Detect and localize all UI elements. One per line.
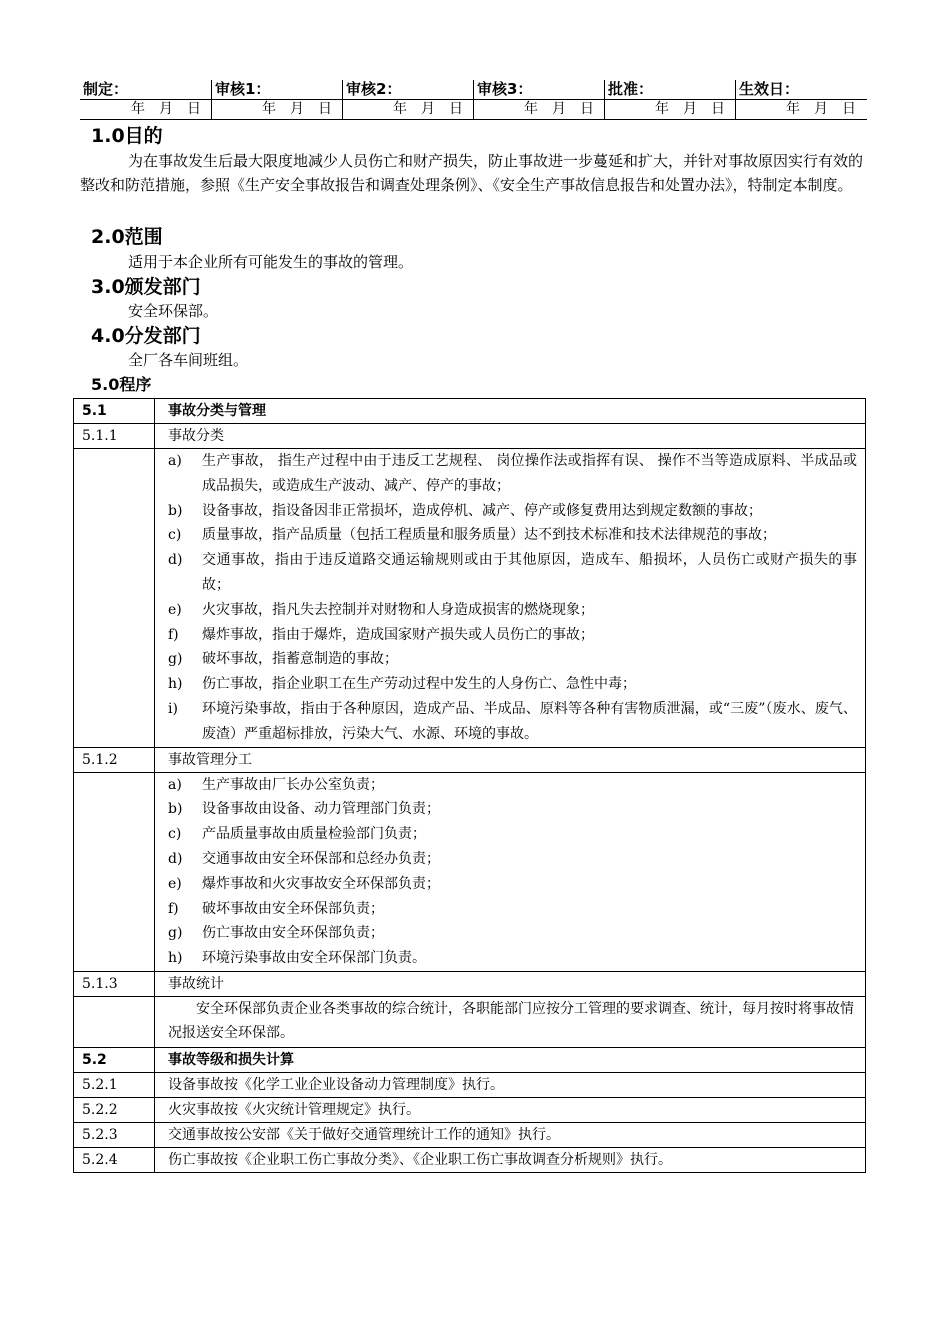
table-row	[74, 772, 866, 971]
procedure-table	[73, 398, 866, 1173]
date-field: 年 月 日	[473, 100, 604, 119]
label-review-3: 审核3：	[473, 80, 604, 99]
list-item: h) 伤亡事故，指企业职工在生产劳动过程中发生的人身伤亡、急性中毒；	[168, 676, 636, 693]
row-text: 事故分类	[155, 424, 866, 449]
table-row	[74, 996, 866, 1047]
row-text: 事故管理分工	[155, 747, 866, 772]
table-row	[74, 1097, 866, 1122]
list-item: a) 生产事故， 指生产过程中由于违反工艺规程、 岗位操作法或指挥有误、 操作不当等造成原料、半成品或成品损失，或造成生产波动、减产、停产的事故；	[168, 453, 857, 494]
row-number: 5.1.1	[74, 424, 155, 449]
table-row	[74, 449, 866, 748]
label-effective-date: 生效日：	[735, 80, 866, 99]
section-procedure-title: 5.0程序	[91, 375, 152, 394]
list-item: i) 环境污染事故，指由于各种原因，造成产品、半成品、原料等各种有害物质泄漏，或“三废”（废水、废气、废渣）严重超标排放，污染大气、水源、环境的事故。	[168, 700, 857, 742]
label-review-1: 审核1：	[211, 80, 342, 99]
list-item: b) 设备事故，指设备因非正常损坏，造成停机、减产、停产或修复费用达到规定数额的事故；	[168, 502, 762, 519]
section-distribution-title: 4.0分发部门	[91, 325, 201, 347]
list-item: a) 生产事故由厂长办公室负责；	[168, 776, 384, 793]
section-distribution-body: 全厂各车间班组。	[128, 351, 249, 369]
label-prepared: 制定：	[83, 80, 129, 98]
row-text: 事故分类与管理	[155, 399, 866, 424]
table-row	[74, 424, 866, 449]
row-number-empty	[74, 772, 155, 971]
list-item: g) 伤亡事故由安全环保部负责；	[168, 925, 384, 942]
table-row	[74, 1122, 866, 1147]
table-row	[74, 1072, 866, 1097]
list-item: d) 交通事故由安全环保部和总经办负责；	[168, 850, 440, 867]
table-row	[74, 747, 866, 772]
list-item: h) 环境污染事故由安全环保部门负责。	[168, 950, 426, 967]
row-text: 交通事故按公安部《关于做好交通管理统计工作的通知》执行。	[155, 1122, 866, 1147]
list-item: c) 产品质量事故由质量检验部门负责；	[168, 826, 426, 843]
table-row	[74, 399, 866, 424]
table-row	[74, 1047, 866, 1072]
row-text: 事故统计	[155, 971, 866, 996]
row-number: 5.1	[74, 399, 155, 424]
label-review-2: 审核2：	[342, 80, 473, 99]
row-text: 事故等级和损失计算	[155, 1047, 866, 1072]
date-field: 年 月 日	[131, 101, 201, 117]
classification-list	[155, 449, 866, 748]
section-scope-title: 2.0范围	[91, 226, 163, 248]
section-issuer-title: 3.0颁发部门	[91, 276, 201, 298]
list-item: f) 爆炸事故，指由于爆炸，造成国家财产损失或人员伤亡的事故；	[168, 626, 594, 643]
list-item: e) 火灾事故，指凡失去控制并对财物和人身造成损害的燃烧现象；	[168, 601, 594, 618]
list-item: f) 破坏事故由安全环保部负责；	[168, 900, 384, 917]
approval-block	[80, 80, 867, 120]
list-item: g) 破坏事故，指蓄意制造的事故；	[168, 651, 398, 668]
row-number: 5.2.4	[74, 1147, 155, 1172]
approval-labels-row	[80, 80, 867, 100]
date-field: 年 月 日	[342, 100, 473, 119]
row-number-empty	[74, 996, 155, 1047]
row-number: 5.1.3	[74, 971, 155, 996]
list-item: b) 设备事故由设备、动力管理部门负责；	[168, 801, 440, 818]
statistics-text: 安全环保部负责企业各类事故的综合统计，各职能部门应按分工管理的要求调查、统计，每月按时将事故情况报送安全环保部。	[168, 1000, 854, 1041]
row-number: 5.1.2	[74, 747, 155, 772]
section-scope-body: 适用于本企业所有可能发生的事故的管理。	[128, 253, 414, 271]
list-item: d) 交通事故，指由于违反道路交通运输规则或由于其他原因，造成车、船损坏，人员伤亡或财产损失的事故；	[168, 552, 857, 593]
date-field: 年 月 日	[604, 100, 735, 119]
section-purpose-title: 1.0目的	[91, 125, 163, 147]
table-row	[74, 971, 866, 996]
approval-dates-row	[80, 100, 867, 120]
row-number: 5.2.1	[74, 1072, 155, 1097]
row-number: 5.2	[74, 1047, 155, 1072]
date-field: 年 月 日	[211, 100, 342, 119]
date-field: 年 月 日	[735, 100, 866, 119]
row-number: 5.2.2	[74, 1097, 155, 1122]
list-item: e) 爆炸事故和火灾事故安全环保部负责；	[168, 875, 440, 892]
section-purpose-body: 为在事故发生后最大限度地减少人员伤亡和财产损失，防止事故进一步蔓延和扩大，并针对事故原因实行有效的整改和防范措施，参照《生产安全事故报告和调查处理条例》、《安全生产事故信息报告和处置办法》，特制定本制度。	[80, 152, 864, 194]
row-text: 火灾事故按《火灾统计管理规定》执行。	[155, 1097, 866, 1122]
label-approved: 批准：	[604, 80, 735, 99]
section-issuer-body: 安全环保部。	[128, 302, 219, 320]
table-row	[74, 1147, 866, 1172]
row-text: 伤亡事故按《企业职工伤亡事故分类》、《企业职工伤亡事故调查分析规则》执行。	[155, 1147, 866, 1172]
list-item: c) 质量事故，指产品质量（包括工程质量和服务质量）达不到技术标准和技术法律规范的事故；	[168, 527, 776, 544]
row-text: 设备事故按《化学工业企业设备动力管理制度》执行。	[155, 1072, 866, 1097]
division-list	[155, 772, 866, 971]
row-number-empty	[74, 449, 155, 748]
row-number: 5.2.3	[74, 1122, 155, 1147]
statistics-paragraph	[155, 996, 866, 1047]
